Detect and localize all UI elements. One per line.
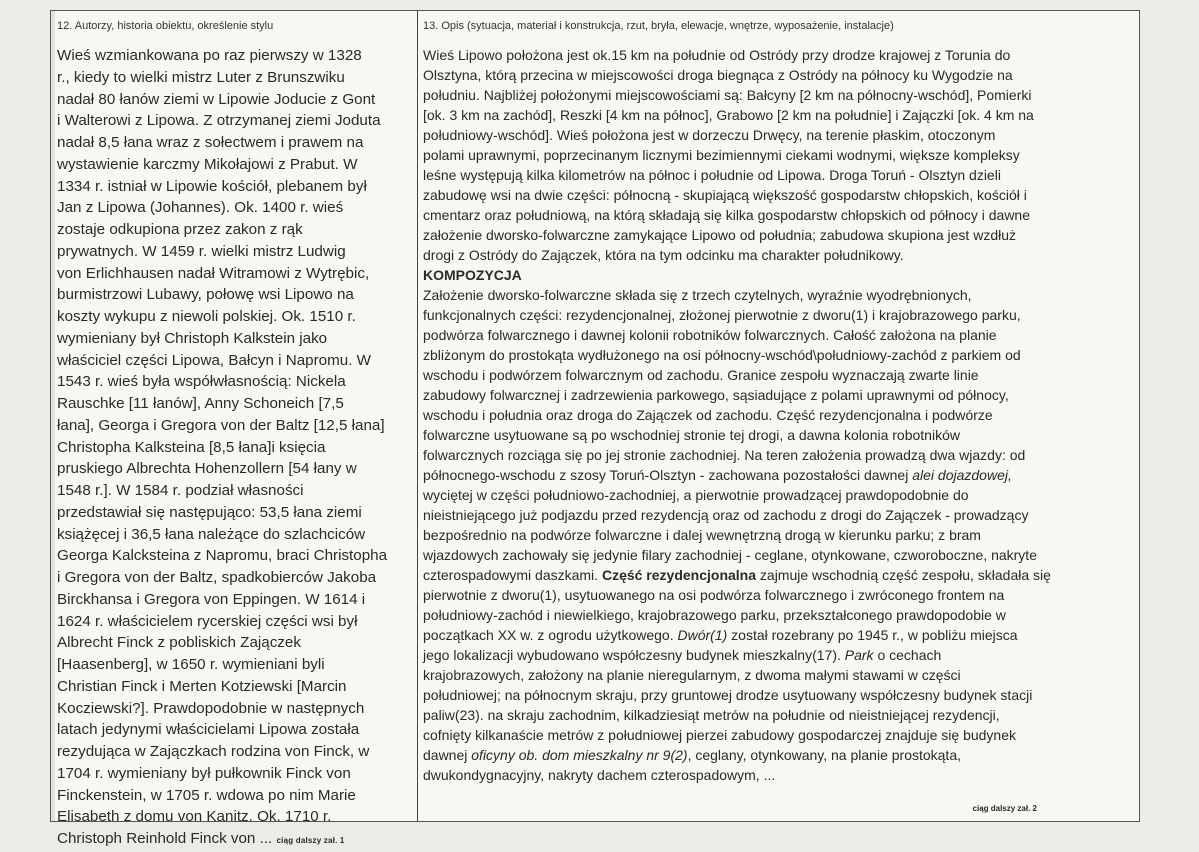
text-line: wymieniany był Christoph Kalkstein jako: [57, 329, 328, 347]
text-line: Albrecht Finck z pobliskich Zajączek: [57, 634, 301, 652]
text-line: [ok. 3 km na zachód], Reszki [4 km na północ], Grabowo [2 km na południe] i Zajączki [ok. 4 km na: [423, 107, 1034, 123]
text-line: i Walterowi z Lipowa. Z otrzymanej ziemi Joduta: [57, 112, 381, 130]
text-line: zostaje odkupiona przez zakon z rąk: [57, 221, 303, 238]
text-line: paliw(23). na skraju zachodnim, kilkadziesiąt metrów na południe od nieistniejącej rezydencji,: [423, 707, 1000, 723]
composition-paragraph-3: [423, 585, 1133, 625]
section-title-kompozycja: KOMPOZYCJA: [423, 267, 522, 283]
text-line: [Haasenberg], w 1650 r. wymieniani byli: [57, 656, 325, 673]
text-line: von Erlichhausen nadał Witramowi z Wytrębic,: [57, 264, 370, 282]
last-line: Christoph Reinhold Finck von ... ciąg dalszy zał. 1: [57, 830, 345, 847]
text-line: przedstawiał się następująco: 53,5 łana ziemi: [57, 503, 362, 521]
text-line: pruskiego Albrechta Hohenzollern [54 łany w: [57, 460, 357, 478]
text-line: 1334 r. istniał w Lipowie kościół, plebanem był: [57, 177, 367, 195]
text-line: nadał 8,5 łana wraz z sołectwem i prawem na: [57, 134, 364, 151]
text-line: jego lokalizacji wybudowano współczesny budynek mieszkalny(17). Park o cechach: [423, 647, 942, 663]
text-line: północnego-wschodu z szosy Toruń-Olsztyn - zachowana pozostałości dawnej alei dojazdowej,: [423, 467, 1012, 483]
history-heading: 12. Autorzy, historia obiektu, określenie stylu: [57, 20, 274, 32]
text-line: południowy-wschód]. Wieś położona jest w dorzeczu Drwęcy, na terenie płaskim, otoczonym: [423, 127, 996, 143]
history-text: [57, 45, 409, 852]
text-line: założenie dworsko-folwarczne zamykające Lipowo od południa; zabudowa skupiona jest wzdłuż: [423, 227, 1016, 243]
text-line: folwarczne usytuowane są po wschodniej stronie tej drogi, a dawna kolonia robotników: [423, 427, 960, 443]
text-line: książęcej i 36,5 łana należące do szlachciców: [57, 525, 366, 543]
text-line: wystawienie karczmy Mikołajowi z Prabut. W: [57, 155, 358, 173]
text-line: nieistniejącego już podjazdu przed rezydencją oraz od zachodu z drogi do Zajączek - prowadzący: [423, 507, 1029, 523]
description-heading: 13. Opis (sytuacja, materiał i konstrukcja, rzut, bryła, elewacje, wnętrze, wyposażenie, instalacje): [423, 20, 894, 32]
text-line: Elisabeth z domu von Kanitz. Ok. 1710 r.: [57, 808, 332, 826]
text-line: Wieś wzmiankowana po raz pierwszy w 1328: [57, 47, 362, 64]
text-line: dawnej oficyny ob. dom mieszkalny nr 9(2), ceglany, otynkowany, na planie prostokąta,: [423, 747, 962, 763]
text-line: zbliżonym do prostokąta wydłużonego na osi północny-wschód\południowy-zachód z parkiem od: [423, 347, 1021, 363]
text-line: Olsztyna, którą przecina w miejscowości droga biegnąca z Ostródy na północy ku Wygodzie na: [423, 67, 1013, 83]
text-line: 1548 r.]. W 1584 r. podział własności: [57, 482, 304, 499]
text-line: rezydująca w Zajączkach rodzina von Finck, w: [57, 743, 370, 760]
text-line: Christopha Kalksteina [8,5 łana]i księcia: [57, 438, 326, 456]
column-divider: [417, 11, 418, 821]
text-line: i Gregora von der Baltz, spadkobierców Jakoba: [57, 569, 377, 586]
text-line: r., kiedy to wielki mistrz Luter z Brunszwiku: [57, 68, 345, 86]
text-line: burmistrzowi Lubawy, połowę wsi Lipowo na: [57, 286, 354, 304]
situation-paragraph: [423, 45, 1133, 265]
text-line: łana], Georga i Gregora von der Baltz [12,5 łana]: [57, 416, 385, 434]
text-line: 1704 r. wymieniany był pułkownik Finck von: [57, 764, 351, 782]
text-line: 1543 r. wieś była współwłasnością: Nickela: [57, 373, 346, 391]
composition-paragraph: [423, 285, 1133, 465]
text-line: polami uprawnymi, poprzecinanym licznymi bezimiennymi ciekami wodnymi, większe kompleksy: [423, 147, 1020, 163]
last-line: dwukondygnacyjny, nakryty dachem czterospadowym, ...: [423, 767, 776, 783]
text-line: drogi z Ostródy do Zajączek, która na tym odcinku ma charakter południkowy.: [423, 247, 904, 263]
text-line: południowej; na północnym skraju, przy gruntowej drodze usytuowany współczesny budynek stacji: [423, 687, 1033, 703]
text-line: latach jedynymi właścicielami Lipowa została: [57, 721, 360, 739]
text-line: początkach XX w. z ogrodu użytkowego. Dwór(1) został rozebrany po 1945 r., w pobliżu miejsca: [423, 627, 1018, 643]
text-line: cofnięty kilkanaście metrów z południowej pierzei zabudowy gospodarczej znajduje się budynek: [423, 727, 1016, 743]
text-line: nadał 80 łanów ziemi w Lipowie Joducie z Gont: [57, 90, 376, 108]
document-sheet: [50, 10, 1140, 847]
text-line: wyciętej w części południowo-zachodniej, a pierwotnie prowadzącej prawdopodobnie do: [423, 487, 969, 503]
text-line: krajobrazowych, założony na planie nieregularnym, z dwoma małymi stawami w części: [423, 667, 961, 683]
composition-paragraph-4: [423, 665, 1133, 745]
text-line: podwórza folwarcznego i dawnej kolonii robotników folwarcznych. Całość założona na planie: [423, 327, 997, 343]
sheet-edge: [51, 11, 55, 821]
description-column: [423, 11, 1133, 821]
text-line: funkcjonalnych części: rezydencjonalnej, złożonej pierwotnie z dworu(1) i krajobrazowego parku,: [423, 307, 1021, 323]
text-line: południowy-zachód i niewielkiego, krajobrazowego parku, przekształconego prawdopodobie w: [423, 607, 1006, 623]
text-line: zabudowę wsi na dwie części: północną - skupiającą większość gospodarstw chłopskich, kościół i: [423, 187, 1027, 203]
text-line: cmentarz oraz południową, na którą składają się kilka gospodarstw chłopskich od północy i dawne: [423, 207, 1030, 223]
text-line: zabudowy folwarcznej i zadrzewienia parkowego, sąsiadujące z polami uprawnymi od północy,: [423, 387, 1009, 403]
text-line: Christian Finck i Merten Kotziewski [Marcin: [57, 677, 347, 695]
text-line: Jan z Lipowa (Johannes). Ok. 1400 r. wieś: [57, 199, 344, 217]
text-line: leśne występują kilka kilometrów na północ i południe od Lipowa. Droga Toruń - Olsztyn dzieli: [423, 167, 1001, 183]
text-line: czterospadowymi daszkami. Część rezydencjonalna zajmuje wschodnią część zespołu, składała się: [423, 567, 1051, 583]
text-line: południu. Najbliżej położonymi miejscowościami są: Bałcyny [2 km na północny-wschód], Pomierki: [423, 87, 1032, 103]
text-line: prywatnych. W 1459 r. wielki mistrz Ludwig: [57, 242, 346, 260]
text-line: pierwotnie z dworu(1), usytuowanego na osi podwórza folwarcznego i zwróconego frontem na: [423, 587, 1005, 603]
continuation-note-2: ciąg dalszy zał. 2: [972, 804, 1037, 813]
history-column: [57, 11, 409, 847]
text-line: wschodu i południa oraz droga do Zajączek od zachodu. Część rezydencjonalna i podwórze: [423, 407, 993, 423]
text-line: Rauschke [11 łanów], Anny Schoneich [7,5: [57, 395, 344, 412]
text-line: właściciel części Lipowa, Bałcyn i Napromu. W: [57, 351, 371, 369]
text-line: Birckhansa i Gregora von Eppingen. W 1614 i: [57, 590, 366, 608]
text-line: wschodu i podwórzem folwarcznym od zachodu. Granice zespołu wyznaczają zwarte linie: [423, 367, 979, 383]
text-line: folwarcznych rozciąga się po jej stronie zachodniej. Na teren założenia prowadzą dwa wjazdy: od: [423, 447, 1026, 463]
text-line: Wieś Lipowo położona jest ok.15 km na południe od Ostródy przy drodze krajowej z Torunia do: [423, 47, 1011, 63]
composition-paragraph-2: [423, 485, 1133, 565]
text-line: Finckenstein, w 1705 r. wdowa po nim Marie: [57, 786, 356, 804]
text-line: 1624 r. właścicielem rycerskiej części wsi był: [57, 612, 358, 630]
text-line: Georga Kalcksteina z Napromu, braci Christopha: [57, 547, 388, 565]
continuation-note-1: ciąg dalszy zał. 1: [276, 836, 345, 845]
text-line: koszty wykupu z niewoli polskiej. Ok. 1510 r.: [57, 308, 356, 325]
text-line: Kocziewski?]. Prawdopodobnie w następnych: [57, 699, 365, 717]
text-line: wjazdowych zachowały się jedynie filary zachodniej - ceglane, otynkowane, czworoboczne, nakryte: [423, 547, 1037, 563]
text-line: bezpośrednio na podwórze folwarczne i dalej wewnętrzną drogą w kierunku parku; z bram: [423, 527, 981, 543]
text-line: Założenie dworsko-folwarczne składa się z trzech czytelnych, wyraźnie wyodrębnionych,: [423, 287, 972, 303]
description-text: [423, 45, 1133, 785]
